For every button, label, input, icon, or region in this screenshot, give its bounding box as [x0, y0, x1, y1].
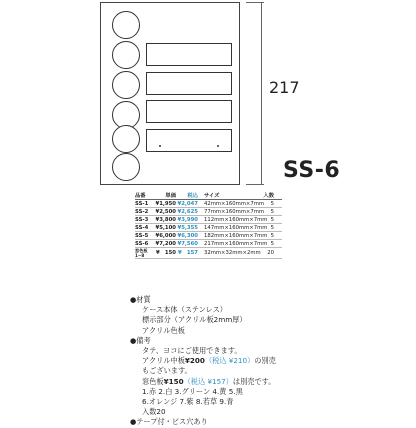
- material-line: ケース本体（ステンレス）: [142, 305, 227, 315]
- screw-hole: [159, 145, 161, 147]
- cell-size: 217mm×160mm×7mm: [204, 240, 268, 247]
- cell-qty: 5: [270, 200, 274, 207]
- header-size: サイズ: [204, 192, 220, 199]
- cell-size: 77mm×160mm×7mm: [204, 208, 265, 215]
- window-circle: [112, 71, 140, 99]
- quantity-line: 入数20: [142, 407, 166, 417]
- cell-code: SS-2: [135, 208, 149, 215]
- cell-size: 112mm×160mm×7mm: [204, 216, 268, 223]
- cell-code: SS-6: [135, 240, 149, 247]
- cell-code: 窓色板 1~8: [135, 248, 148, 258]
- cell-tax: ¥2,625: [177, 208, 198, 215]
- window-circle: [112, 153, 140, 181]
- cell-price: ¥5,100: [155, 224, 176, 231]
- cell-price: ¥ 150: [155, 250, 176, 256]
- table-row: [135, 240, 282, 248]
- remark-line: タテ、ヨコにご使用できます。: [142, 346, 242, 356]
- cell-price: ¥3,800: [155, 216, 176, 223]
- window-circle: [112, 41, 140, 69]
- screw-hole: [217, 145, 219, 147]
- cell-price: ¥6,000: [155, 232, 176, 239]
- cell-qty: 5: [270, 240, 274, 247]
- cell-qty: 5: [270, 232, 274, 239]
- cell-size: 42mm×160mm×7mm: [204, 200, 265, 207]
- window-circle: [112, 125, 140, 153]
- cell-price: ¥2,500: [155, 208, 176, 215]
- cell-size: 182mm×160mm×7mm: [204, 232, 268, 239]
- label-plate: [146, 100, 232, 123]
- cell-code: SS-1: [135, 200, 149, 207]
- notes-section: [130, 295, 400, 428]
- label-plate: [146, 72, 232, 95]
- dimension-label: 217: [269, 78, 300, 97]
- cell-tax: ¥ 157: [177, 250, 198, 256]
- cell-size: 147mm×160mm×7mm: [204, 224, 268, 231]
- cell-tax: ¥7,560: [177, 240, 198, 247]
- cell-tax: ¥6,300: [177, 232, 198, 239]
- panel-outline: [100, 2, 240, 185]
- table-row: [135, 248, 282, 259]
- header-qty: 入数: [263, 192, 274, 199]
- cell-code: SS-5: [135, 232, 149, 239]
- color-list-line: 1.赤 2.白 3.グリーン 4.黄 5.黒: [142, 386, 243, 396]
- remark-line: アクリル中板¥200（税込 ¥210）の別売: [142, 356, 276, 366]
- remark-line: もございます。: [142, 366, 192, 376]
- dimension-line: [261, 2, 262, 185]
- cell-qty: 5: [270, 216, 274, 223]
- cell-qty: 5: [270, 208, 274, 215]
- cell-size: 32mm×32mm×2mm: [204, 250, 261, 256]
- material-line: アクリル色板: [142, 325, 185, 335]
- cell-qty: 5: [270, 224, 274, 231]
- model-title: SS-6: [283, 158, 341, 183]
- cell-tax: ¥5,355: [177, 224, 198, 231]
- spec-table: [135, 192, 282, 259]
- header-price: 単価: [165, 192, 176, 199]
- cell-qty: 20: [267, 250, 274, 256]
- cell-price: ¥7,200: [155, 240, 176, 247]
- header-tax: 税込: [187, 192, 198, 199]
- window-circle: [112, 11, 140, 39]
- label-plate: [146, 129, 232, 152]
- cell-code: SS-3: [135, 216, 149, 223]
- cell-tax: ¥3,990: [177, 216, 198, 223]
- cell-tax: ¥2,047: [177, 200, 198, 207]
- remarks-heading: ● 備考: [130, 336, 400, 346]
- label-plate: [146, 43, 232, 66]
- material-line: 標示部分（アクリル板2mm厚）: [142, 315, 247, 325]
- color-list-line: 6.オレンジ 7.紫 8.若草 9.青: [142, 397, 234, 407]
- tape-line: ● テープ付・ビス穴あり: [130, 417, 400, 427]
- cell-price: ¥1,950: [155, 200, 176, 207]
- material-heading: ● 材質: [130, 295, 400, 305]
- header-code: 品番: [135, 192, 146, 199]
- cell-code: SS-4: [135, 224, 149, 231]
- remark-line: 窓色板¥150（税込 ¥157）は別売です。: [142, 376, 276, 386]
